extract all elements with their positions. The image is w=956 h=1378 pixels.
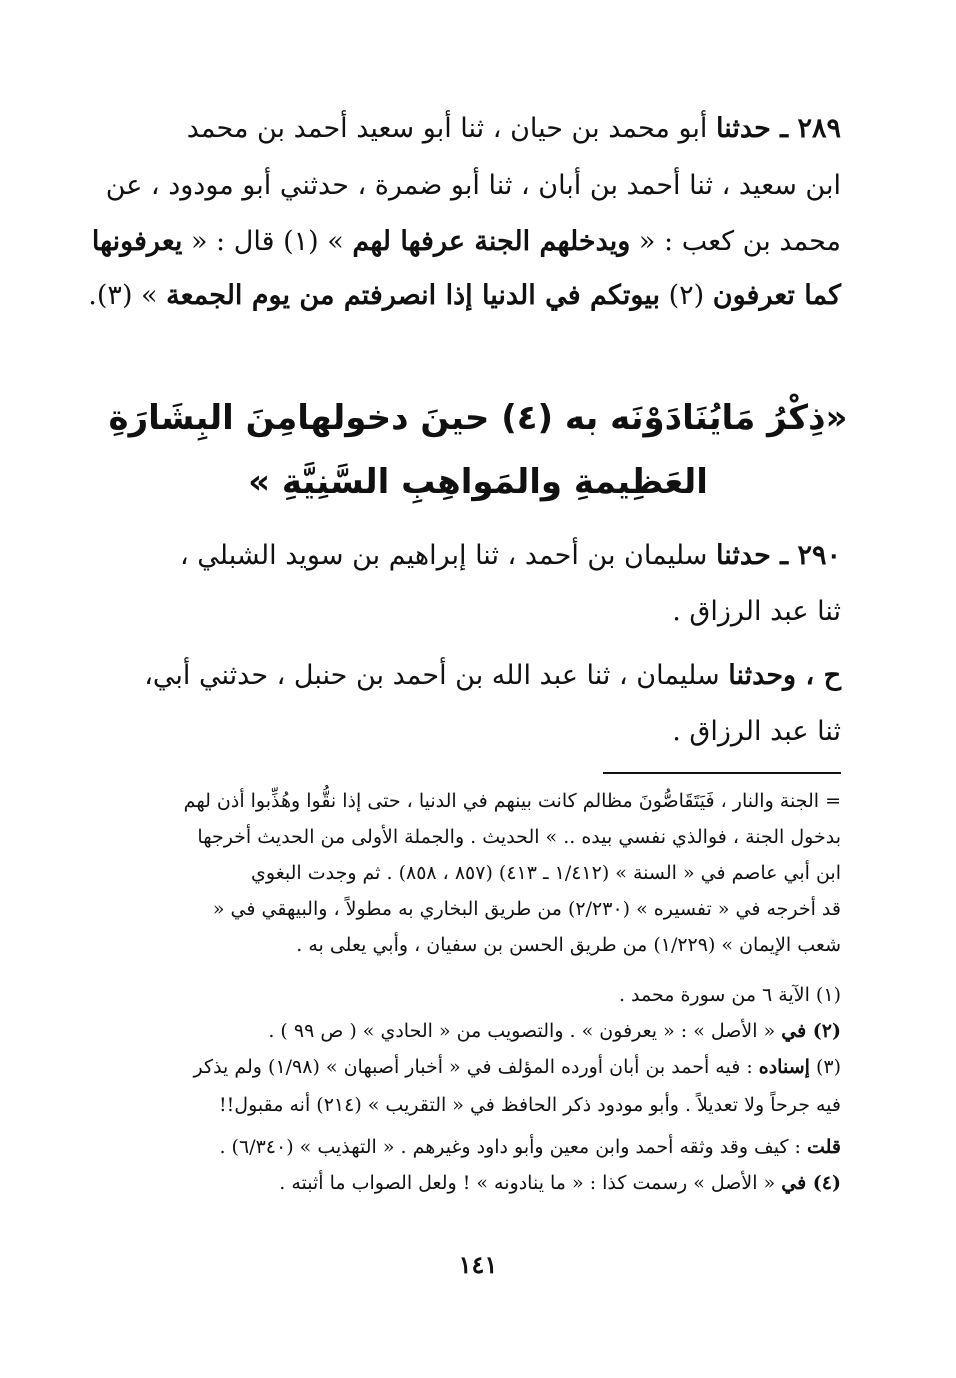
footnote-continued-line-4: قد أخرجه في « تفسيره » (٢/٢٣٠) من طريق البخاري به مطولاً ، والبيهقي في « <box>212 898 841 920</box>
section-heading-line-1: «ذِكْرُ مَايُنَادَوْنَه به (٤) حينَ دخولهامِنَ البِشَارَةِ <box>108 398 848 438</box>
footnote-separator <box>603 772 841 774</box>
hadith-290-line-2: ثنا عبد الرزاق . <box>672 596 841 627</box>
footnote-3-line-3: قلت : كيف وقد وثقه أحمد وابن معين وأبو داود وغيرهم . « التهذيب » (٦/٣٤٠) . <box>219 1136 841 1158</box>
hadith-289-line-2: ابن سعيد ، ثنا أحمد بن أبان ، ثنا أبو ضمرة ، حدثني أبو مودود ، عن <box>105 170 841 201</box>
footnote-continued-line-1: = الجنة والنار ، فَيَتَقَاصُّونَ مظالم كانت بينهم في الدنيا ، حتى إذا نقُّوا وهُذِّبوا أذن لهم <box>183 790 841 812</box>
footnote-3: (٣) إسناده : فيه أحمد بن أبان أورده المؤلف في « أخبار أصبهان » (١/٩٨) ولم يذكر <box>193 1056 841 1078</box>
page-number: ١٤١ <box>458 1250 498 1279</box>
hadith-290-line-4: ثنا عبد الرزاق . <box>672 716 841 747</box>
hadith-290-line-3: ح ، وحدثنا سليمان ، ثنا عبد الله بن أحمد بن حنبل ، حدثني أبي، <box>144 660 841 691</box>
footnote-continued-line-2: بدخول الجنة ، فوالذي نفسي بيده .. » الحديث . والجملة الأولى من الحديث أخرجها <box>197 826 841 848</box>
hadith-289-line-1: ٢٨٩ ـ حدثنا أبو محمد بن حيان ، ثنا أبو سعيد أحمد بن محمد <box>186 113 841 144</box>
hadith-289-line-4: كما تعرفون (٢) بيوتكم في الدنيا إذا انصرفتم من يوم الجمعة » (٣). <box>88 280 841 311</box>
hadith-number-289: ٢٨٩ ـ حدثنا <box>716 113 841 144</box>
footnote-2: (٢) في « الأصل » : « يعرفون » . والتصويب من « الحادي » ( ص ٩٩ ) . <box>268 1020 841 1042</box>
footnote-continued-line-5: شعب الإيمان » (١/٢٢٩) من طريق الحسن بن سفيان ، وأبي يعلى به . <box>296 934 841 956</box>
footnote-1: (١) الآية ٦ من سورة محمد . <box>618 984 841 1006</box>
footnote-4: (٤) في « الأصل » رسمت كذا : « ما ينادونه » ! ولعل الصواب ما أثبته . <box>279 1172 841 1194</box>
hadith-290-line-1: ٢٩٠ ـ حدثنا سليمان بن أحمد ، ثنا إبراهيم بن سويد الشبلي ، <box>179 540 841 571</box>
footnote-continued-line-3: ابن أبي عاصم في « السنة » (١/٤١٢ ـ ٤١٣) (٨٥٧ ، ٨٥٨) . ثم وجدت البغوي <box>251 862 841 884</box>
footnote-3-line-2: فيه جرحاً ولا تعديلاً . وأبو مودود ذكر الحافظ في « التقريب » (٢١٤) أنه مقبول!! <box>219 1094 841 1116</box>
hadith-289-line-3: محمد بن كعب : « ويدخلهم الجنة عرفها لهم » (١) قال : « يعرفونها <box>91 226 841 257</box>
hadith-number-290: ٢٩٠ ـ حدثنا <box>716 540 841 571</box>
section-heading-line-2: العَظِيمةِ والمَواهِبِ السَّنِيَّةِ » <box>248 462 708 502</box>
